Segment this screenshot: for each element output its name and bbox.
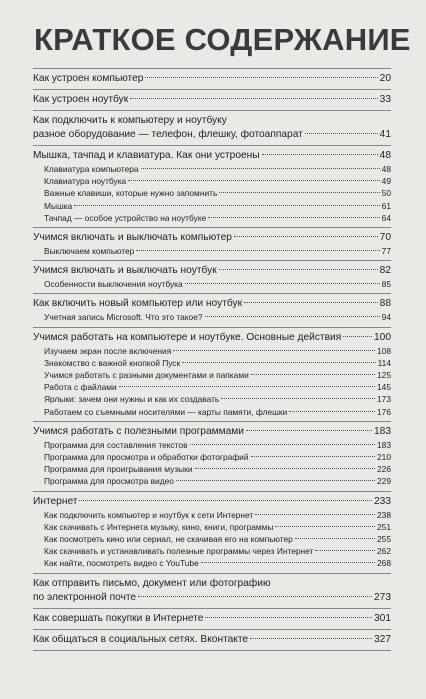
- entry-page-number: 233: [374, 495, 391, 507]
- dot-leader: [173, 350, 375, 351]
- entry-page-number: 173: [377, 394, 391, 405]
- entry-page-number: 145: [377, 382, 391, 393]
- entry-page-number: 100: [374, 331, 391, 343]
- page-title: КРАТКОЕ СОДЕРЖАНИЕ: [34, 22, 411, 57]
- dot-leader: [343, 336, 372, 337]
- toc-section: [33, 630, 391, 650]
- chapter-title-line: Как отправить письмо, документ или фотографию: [33, 577, 271, 589]
- dot-leader: [190, 444, 375, 445]
- entry-page-number: 64: [381, 212, 391, 223]
- toc-section: [33, 574, 391, 608]
- dot-leader: [141, 168, 380, 169]
- entry-title: Выключаем компьютер: [44, 246, 135, 257]
- dot-leader: [305, 133, 378, 134]
- chapter-entry[interactable]: [33, 495, 391, 509]
- entry-page-number: 238: [377, 509, 391, 520]
- subsection-entry[interactable]: [33, 212, 391, 224]
- dot-leader: [205, 617, 372, 618]
- entry-page-number: 82: [379, 265, 391, 277]
- subsection-entry[interactable]: [33, 345, 391, 357]
- toc-section: [33, 146, 391, 227]
- dot-leader: [315, 550, 375, 551]
- entry-page-number: 49: [381, 176, 391, 187]
- toc-section: [33, 69, 391, 89]
- entry-title: Мышка, тачпад и клавиатура. Как они устроены: [33, 150, 260, 161]
- entry-page-number: 61: [381, 200, 391, 211]
- entry-title: Как включить новый компьютер или ноутбук: [33, 298, 243, 310]
- entry-page-number: 273: [374, 591, 391, 603]
- dot-leader: [185, 283, 380, 284]
- entry-page-number: 301: [374, 612, 391, 624]
- entry-title: Как устроен компьютер: [33, 73, 144, 84]
- entry-page-number: 176: [377, 406, 391, 417]
- dot-leader: [219, 192, 379, 193]
- subsection-entry[interactable]: [33, 557, 391, 569]
- dot-leader: [136, 250, 379, 251]
- entry-title: Как подключить компьютер и ноутбук к сети Интернет: [44, 509, 254, 520]
- subsection-entry[interactable]: [33, 393, 391, 405]
- subsection-entry[interactable]: [33, 245, 391, 257]
- dot-leader: [79, 500, 372, 501]
- dot-leader: [195, 468, 375, 469]
- subsection-entry[interactable]: [33, 406, 391, 418]
- entry-page-number: 108: [377, 345, 391, 356]
- dot-leader: [74, 205, 379, 206]
- entry-title: Учимся работать с полезными программами: [33, 425, 244, 437]
- entry-page-number: 183: [377, 439, 391, 450]
- subsection-entry[interactable]: [33, 175, 391, 187]
- entry-title: Программа для просмотра видео: [44, 476, 174, 487]
- entry-title: Программа для просмотра и обработки фотографий: [44, 452, 249, 463]
- entry-title: Программа для составления текстов: [44, 439, 188, 450]
- toc-section: [33, 609, 391, 629]
- entry-title: Как устроен ноутбук: [33, 94, 129, 105]
- entry-title: Клавиатура компьютера: [44, 164, 139, 174]
- entry-title: Как скачивать с Интернета музыку, кино, книги, программы: [44, 521, 274, 532]
- subsection-entry[interactable]: [33, 200, 391, 212]
- entry-page-number: 210: [377, 452, 391, 463]
- entry-title: Работа с файлами: [44, 382, 117, 393]
- toc-section: [33, 492, 391, 573]
- dot-leader: [250, 638, 372, 639]
- subsection-entry[interactable]: [33, 278, 391, 290]
- subsection-entry[interactable]: [33, 163, 391, 175]
- chapter-entry[interactable]: [33, 591, 391, 605]
- entry-page-number: 183: [374, 425, 391, 437]
- section-divider: [33, 650, 391, 651]
- subsection-entry[interactable]: [33, 187, 391, 199]
- dot-leader: [176, 480, 375, 481]
- entry-title: по электронной почте: [33, 591, 137, 603]
- entry-page-number: 327: [374, 633, 391, 645]
- dot-leader: [119, 386, 375, 387]
- chapter-entry[interactable]: [33, 297, 391, 311]
- entry-page-number: 229: [377, 476, 391, 487]
- chapter-entry[interactable]: [33, 149, 391, 163]
- chapter-entry[interactable]: [33, 331, 391, 345]
- entry-title: Как найти, посмотреть видео с YouTube: [44, 558, 199, 569]
- entry-page-number: 85: [381, 279, 391, 290]
- subsection-entry[interactable]: [33, 311, 391, 323]
- entry-title: Учетная запись Microsoft. Что это такое?: [44, 312, 203, 323]
- entry-title: Учимся работать с разными документами и папками: [44, 370, 249, 381]
- entry-title: Программа для проигрывания музыки: [44, 464, 193, 475]
- entry-page-number: 50: [381, 188, 391, 199]
- chapter-entry[interactable]: [33, 93, 391, 107]
- dot-leader: [295, 538, 375, 539]
- entry-page-number: 94: [381, 312, 391, 323]
- subsection-entry[interactable]: [33, 509, 391, 521]
- entry-title: Особенности выключения ноутбука: [44, 279, 183, 290]
- dot-leader: [221, 398, 375, 399]
- entry-page-number: 77: [381, 246, 391, 257]
- dot-leader: [182, 362, 375, 363]
- chapter-entry[interactable]: [33, 72, 391, 86]
- entry-title: Изучаем экран после включения: [44, 345, 172, 356]
- subsection-entry[interactable]: [33, 357, 391, 369]
- entry-title: Важные клавиши, которые нужно запомнить: [44, 188, 218, 199]
- dot-leader: [246, 430, 372, 431]
- entry-title: Работаем со съемными носителями — карты памяти, флешки: [44, 406, 288, 417]
- dot-leader: [234, 236, 378, 237]
- dot-leader: [145, 77, 377, 78]
- entry-page-number: 41: [379, 129, 391, 140]
- entry-title: Как скачивать и устанавливать полезные программы через Интернет: [44, 546, 314, 557]
- dot-leader: [251, 456, 375, 457]
- entry-page-number: 268: [377, 558, 391, 569]
- entry-page-number: 114: [377, 357, 391, 368]
- chapter-title-line: Как подключить к компьютеру и ноутбуку: [33, 115, 227, 126]
- entry-page-number: 88: [379, 298, 391, 310]
- toc-section: [33, 111, 391, 145]
- subsection-entry[interactable]: [33, 533, 391, 545]
- chapter-entry[interactable]: [33, 425, 391, 439]
- toc-section: [33, 328, 391, 421]
- dot-leader: [262, 154, 378, 155]
- entry-page-number: 70: [379, 232, 391, 244]
- subsection-entry[interactable]: [33, 475, 391, 487]
- dot-leader: [275, 526, 375, 527]
- dot-leader: [208, 217, 379, 218]
- entry-page-number: 262: [377, 546, 391, 557]
- entry-page-number: 226: [377, 464, 391, 475]
- entry-title: Мышка: [44, 200, 73, 211]
- entry-title: Клавиатура ноутбука: [44, 176, 127, 187]
- entry-title: Как совершать покупки в Интернете: [33, 612, 204, 624]
- subsection-entry[interactable]: [33, 439, 391, 451]
- dot-leader: [219, 269, 378, 270]
- chapter-entry[interactable]: [33, 633, 391, 647]
- subsection-entry[interactable]: [33, 451, 391, 463]
- chapter-entry[interactable]: [33, 612, 391, 626]
- entry-page-number: 33: [379, 94, 391, 105]
- toc-section: [33, 422, 391, 491]
- entry-title: Как посмотреть кино или сериал, не скачивая его на компьютер: [44, 534, 293, 545]
- dot-leader: [138, 596, 372, 597]
- entry-title: Учимся работать на компьютере и ноутбуке. Основные действия: [33, 331, 342, 343]
- entry-page-number: 255: [377, 534, 391, 545]
- subsection-entry[interactable]: [33, 381, 391, 393]
- chapter-entry[interactable]: [33, 264, 391, 278]
- entry-page-number: 48: [379, 150, 391, 161]
- entry-title: Интернет: [33, 495, 78, 507]
- entry-title: Тачпад — особое устройство на ноутбуке: [44, 212, 207, 223]
- table-of-contents: [33, 68, 391, 651]
- entry-title: Знакомство с важной кнопкой Пуск: [44, 357, 181, 368]
- toc-section: [33, 228, 391, 260]
- entry-title: Учимся включать и выключать ноутбук: [33, 265, 217, 277]
- entry-page-number: 251: [377, 521, 391, 532]
- dot-leader: [130, 98, 377, 99]
- dot-leader: [128, 180, 379, 181]
- toc-section: [33, 90, 391, 110]
- entry-page-number: 48: [381, 164, 391, 174]
- subsection-entry[interactable]: [33, 463, 391, 475]
- dot-leader: [201, 562, 375, 563]
- entry-title: разное оборудование — телефон, флешку, фотоаппарат: [33, 129, 303, 140]
- chapter-entry[interactable]: [33, 231, 391, 245]
- entry-page-number: 125: [377, 370, 391, 381]
- subsection-entry[interactable]: [33, 521, 391, 533]
- dot-leader: [244, 302, 378, 303]
- entry-title: Ярлыки: зачем они нужны и как их создавать: [44, 394, 220, 405]
- dot-leader: [289, 411, 375, 412]
- subsection-entry[interactable]: [33, 369, 391, 381]
- dot-leader: [255, 514, 375, 515]
- entry-page-number: 20: [379, 73, 391, 84]
- toc-section: [33, 261, 391, 293]
- entry-title: Учимся включать и выключать компьютер: [33, 232, 232, 244]
- chapter-entry[interactable]: [33, 128, 391, 142]
- subsection-entry[interactable]: [33, 545, 391, 557]
- toc-section: [33, 294, 391, 326]
- dot-leader: [205, 316, 380, 317]
- dot-leader: [251, 374, 375, 375]
- entry-title: Как общаться в социальных сетях. Вконтакте: [33, 633, 249, 645]
